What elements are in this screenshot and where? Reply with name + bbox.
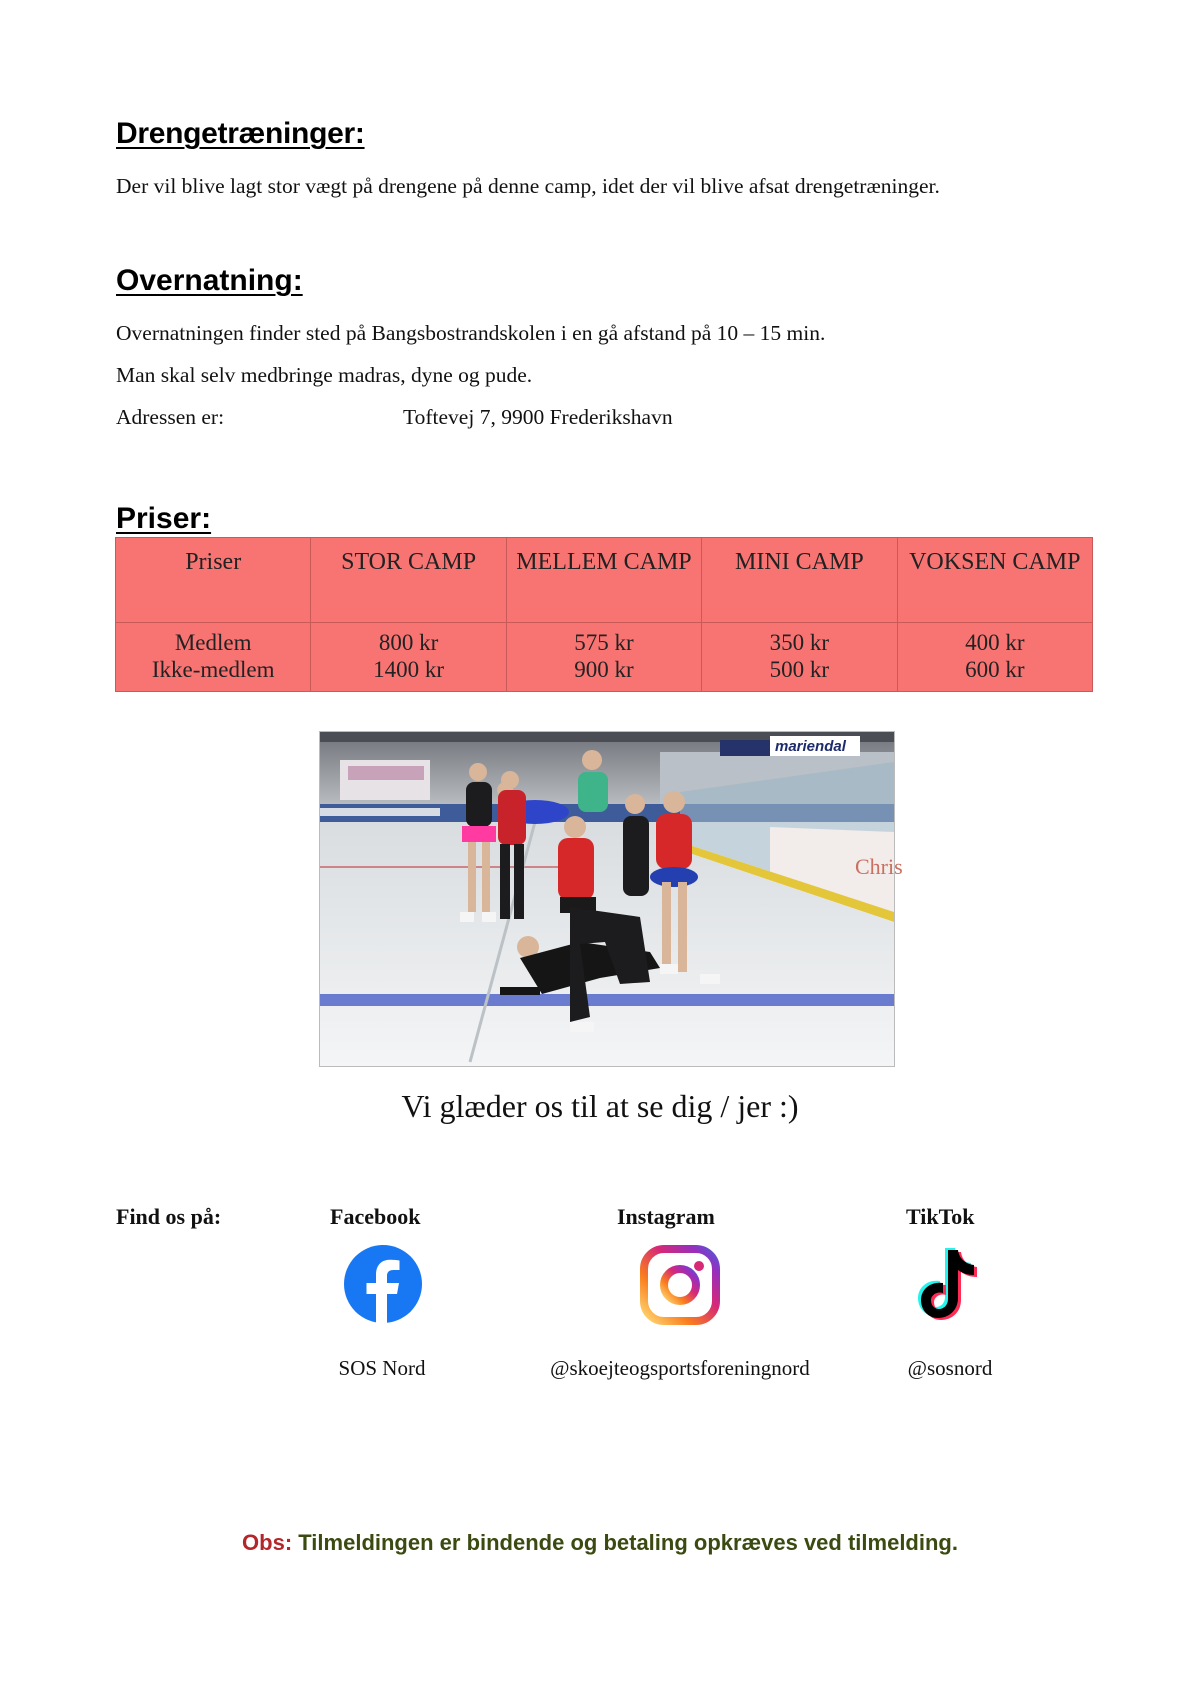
price-cell-voksen-camp	[897, 623, 1092, 692]
price-table	[115, 537, 1093, 692]
price-ikke-medlem: 1400 kr	[373, 657, 445, 682]
rink-banner-text: mariendal	[775, 738, 846, 755]
section-heading-overnatning: Overnatning:	[116, 264, 303, 297]
facebook-icon[interactable]	[343, 1244, 423, 1329]
address-label: Adressen er:	[116, 405, 225, 429]
price-ikke-medlem: 600 kr	[965, 657, 1025, 682]
notice-prefix: Obs:	[242, 1530, 293, 1555]
price-header-mellem-camp: MELLEM CAMP	[506, 538, 701, 623]
price-table-row	[116, 623, 1093, 692]
tagline: Vi glæder os til at se dig / jer :)	[401, 1088, 799, 1124]
price-cell-mellem-camp	[506, 623, 701, 692]
price-medlem: 575 kr	[574, 630, 634, 655]
drengetraeninger-text: Der vil blive lagt stor vægt på drengene på denne camp, idet der vil blive afsat drengetræninger.	[116, 174, 940, 198]
tiktok-icon[interactable]	[918, 1244, 982, 1329]
overnatning-line-2: Man skal selv medbringe madras, dyne og pude.	[116, 363, 533, 387]
price-cell-mini-camp	[702, 623, 897, 692]
address-value: Toftevej 7, 9900 Frederikshavn	[403, 405, 673, 429]
find-us-label: Find os på:	[116, 1204, 222, 1229]
skaters-photo	[319, 731, 903, 1067]
tiktok-handle[interactable]: @sosnord	[907, 1356, 993, 1380]
facebook-label: Facebook	[330, 1204, 421, 1229]
notice-text: Tilmeldingen er bindende og betaling opkræves ved tilmelding.	[292, 1530, 958, 1555]
row-label-medlem: Medlem	[174, 630, 252, 655]
price-header-voksen-camp: VOKSEN CAMP	[897, 538, 1092, 623]
section-heading-priser: Priser:	[116, 502, 212, 535]
section-heading-drengetraeninger: Drengetræninger:	[116, 117, 365, 150]
price-ikke-medlem: 900 kr	[574, 657, 634, 682]
tiktok-label: TikTok	[906, 1204, 975, 1229]
price-header-priser: Priser	[116, 538, 311, 623]
price-header-stor-camp: STOR CAMP	[311, 538, 506, 623]
notice	[0, 1530, 1200, 1556]
instagram-icon[interactable]	[639, 1244, 721, 1331]
price-ikke-medlem: 500 kr	[769, 657, 830, 682]
row-label-ikke-medlem: Ikke-medlem	[151, 657, 275, 682]
price-cell-stor-camp	[311, 623, 506, 692]
price-table-header-row	[116, 538, 1093, 623]
board-text: Chris	[855, 854, 903, 879]
price-medlem: 350 kr	[769, 630, 830, 655]
price-medlem: 800 kr	[378, 630, 439, 655]
price-row-labels	[116, 623, 311, 692]
instagram-handle[interactable]: @skoejteogsportsforeningnord	[550, 1356, 810, 1380]
overnatning-line-1: Overnatningen finder sted på Bangsbostrandskolen i en gå afstand på 10 – 15 min.	[116, 321, 826, 345]
price-medlem: 400 kr	[965, 630, 1025, 655]
facebook-handle[interactable]: SOS Nord	[338, 1356, 426, 1380]
instagram-label: Instagram	[617, 1204, 715, 1229]
price-header-mini-camp: MINI CAMP	[702, 538, 897, 623]
